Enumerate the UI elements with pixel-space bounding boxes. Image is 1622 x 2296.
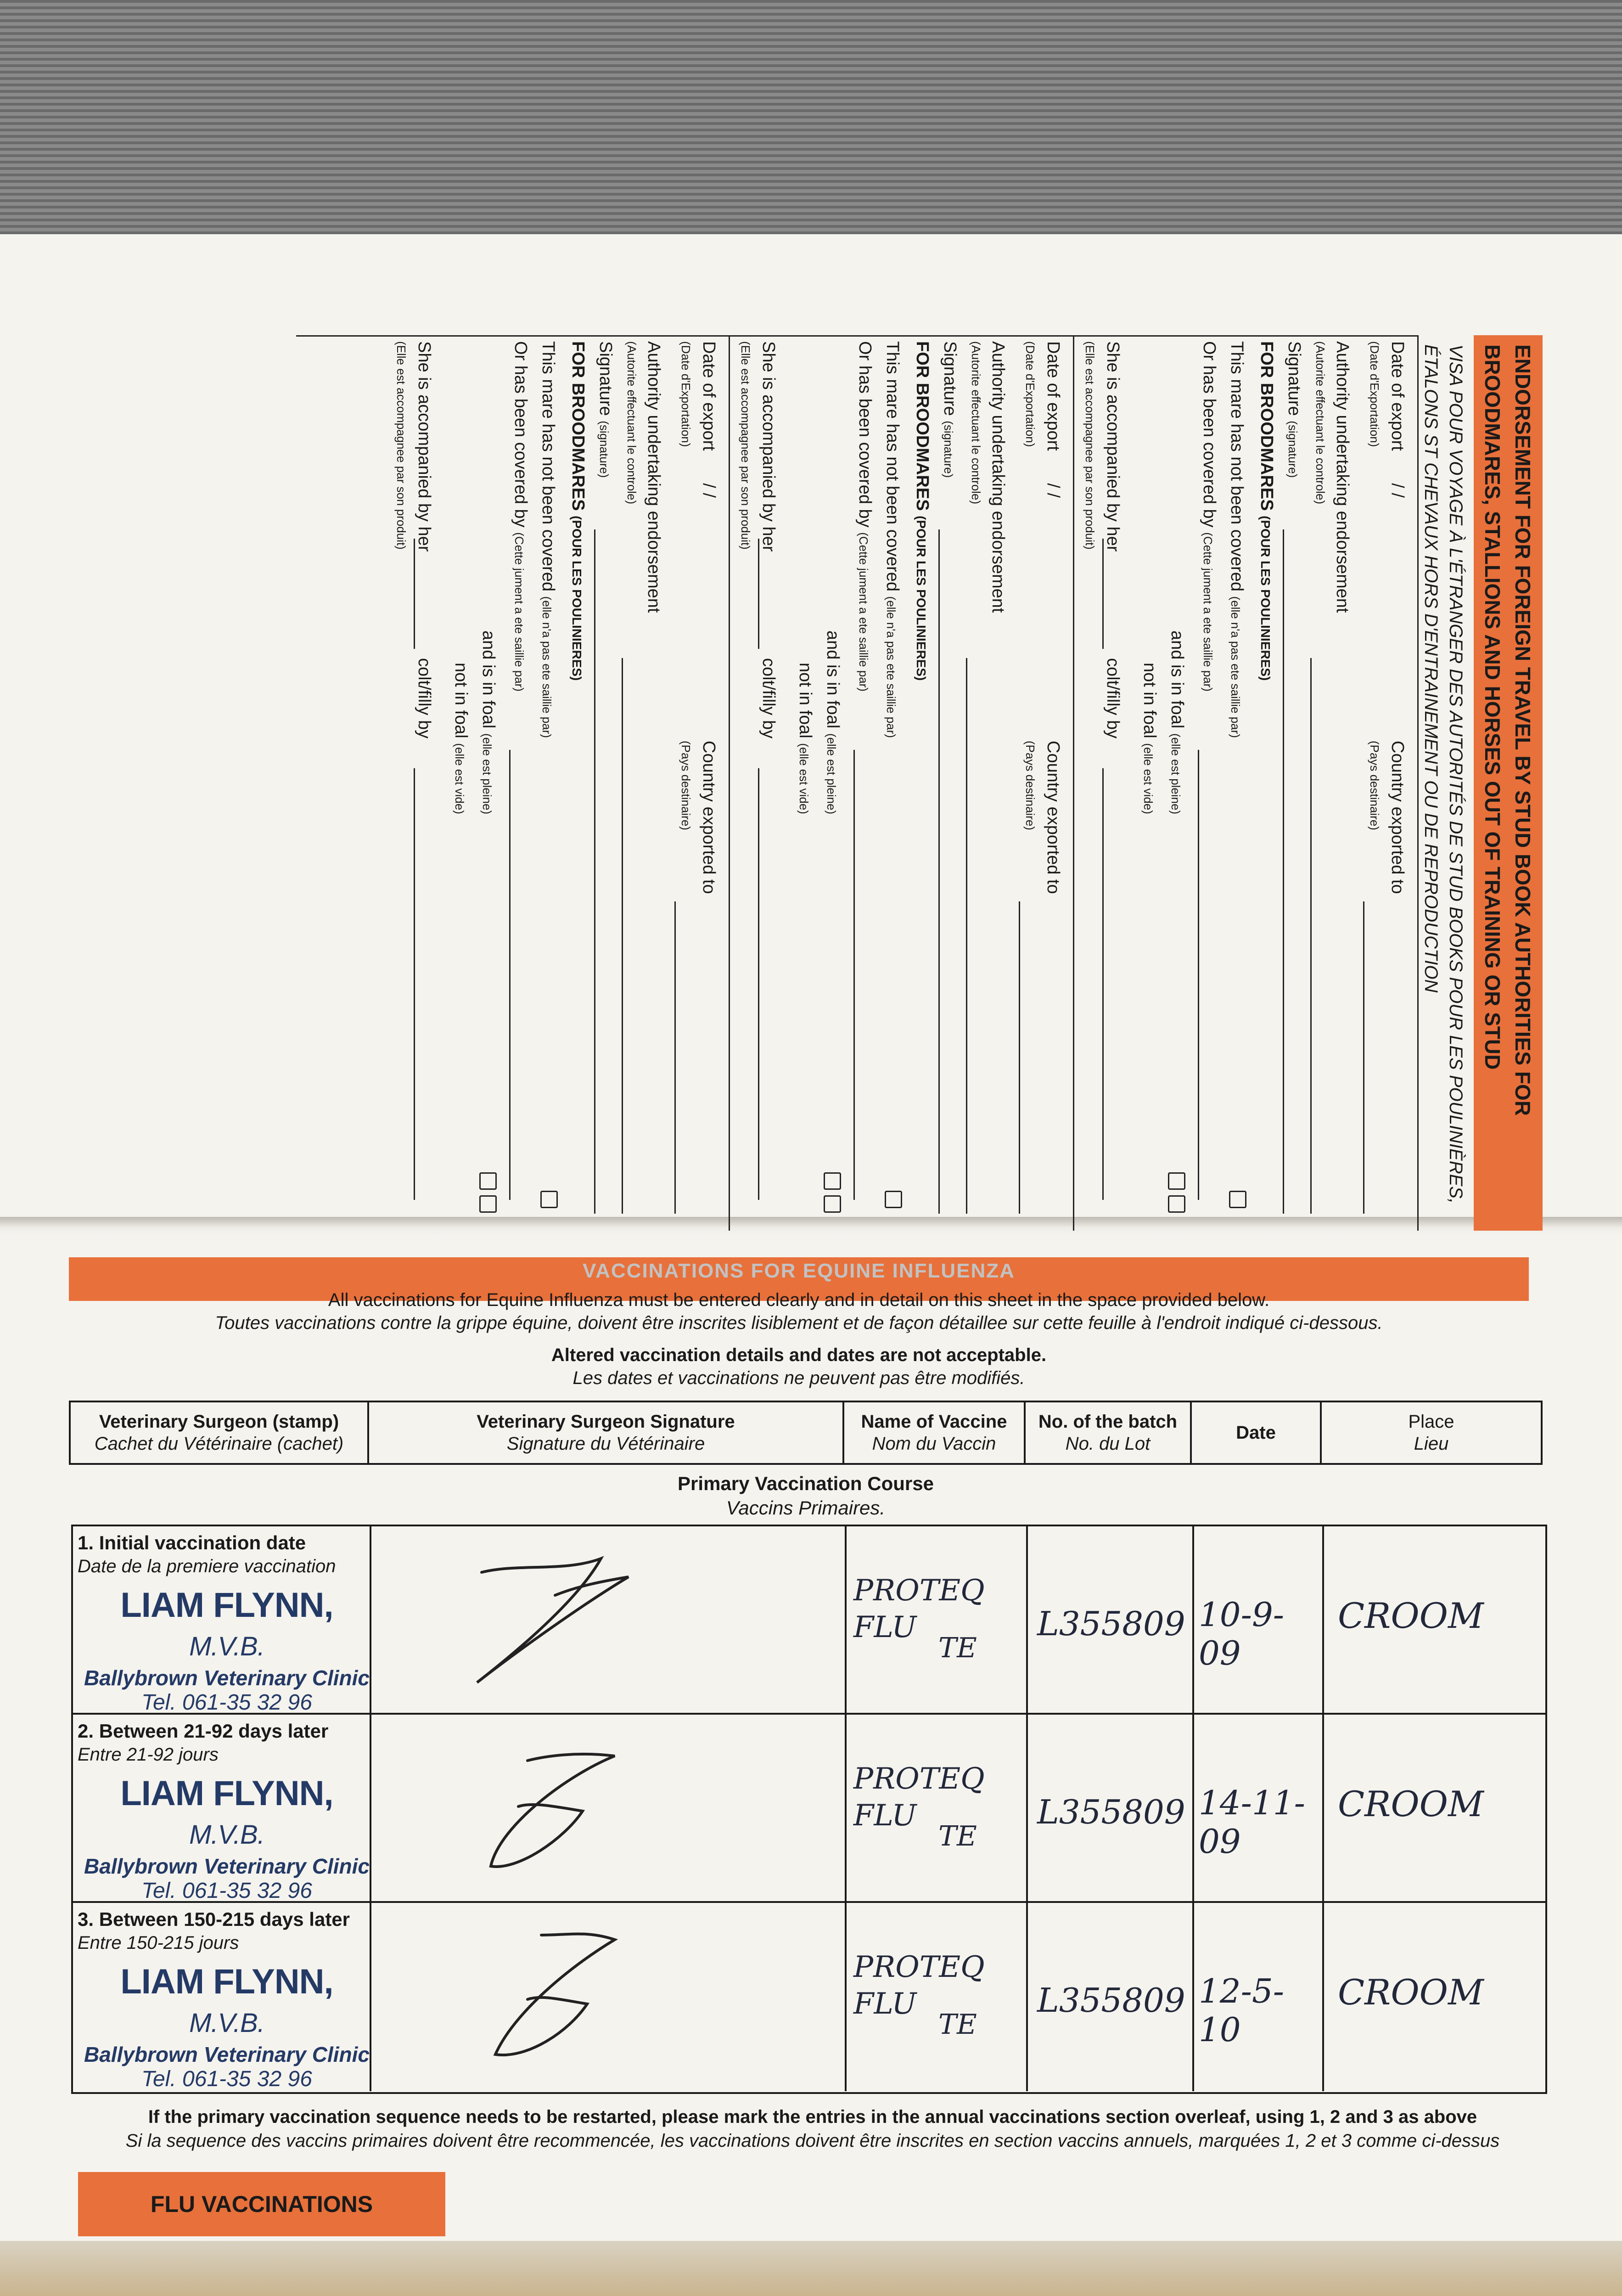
for-broodmares-label: FOR BROODMARES (POUR LES POULINIERES): [568, 341, 588, 681]
not-in-foal-label: not in foal (elle est vide): [796, 663, 815, 814]
signature-line: [594, 529, 595, 1214]
accompanied-label: She is accompanied by her: [415, 341, 434, 552]
country-exported-label: Country exported to: [699, 741, 718, 894]
flu-vaccinations-tab: FLU VACCINATIONS: [78, 2172, 445, 2236]
header-stamp: Veterinary Surgeon (stamp) Cachet du Vétérinaire (cachet): [71, 1402, 369, 1463]
place-cell: [1324, 1526, 1545, 1713]
covered-by-line: [509, 750, 511, 1200]
for-broodmares-label: FOR BROODMARES (POUR LES POULINIERES): [913, 341, 932, 681]
covered-by-line: [853, 750, 855, 1200]
country-exported-fr: (Pays destinaire): [1368, 741, 1381, 831]
vaccination-place: CROOM: [1338, 1784, 1484, 1824]
vet-signature-mark: [463, 1921, 656, 2073]
stamp-cell: [73, 1715, 371, 1901]
not-in-foal-checkbox[interactable]: [479, 1172, 497, 1190]
in-foal-label: and is in foal (elle est pleine): [479, 630, 498, 815]
step-label-fr: Date de la premiere vaccination: [78, 1556, 336, 1576]
intro-en: All vaccinations for Equine Influenza must be entered clearly and in detail on this sheet in the space provided below.: [328, 1290, 1270, 1310]
country-line: [1363, 901, 1364, 1214]
not-covered-checkbox[interactable]: [540, 1191, 558, 1208]
vaccine-name: PROTEQ FLU: [853, 1574, 985, 1644]
altered-en: Altered vaccination details and dates are not acceptable.: [551, 1345, 1047, 1365]
vaccine-cell: [847, 1903, 1028, 2091]
vaccine-name: PROTEQ FLU: [853, 1950, 985, 2021]
step-label: 3. Between 150-215 days later: [78, 1908, 350, 1930]
header-batch: No. of the batch No. du Lot: [1026, 1402, 1192, 1463]
vaccination-date: 12-5-10: [1199, 1972, 1285, 2049]
batch-number: L355809: [1037, 1981, 1185, 2020]
authority-line: [622, 658, 623, 1214]
header-vaccine: Name of Vaccine Nom du Vaccin: [844, 1402, 1026, 1463]
primary-course-title: Primary Vaccination Course: [678, 1473, 934, 1494]
vaccination-date: 10-9-09: [1199, 1595, 1285, 1672]
stamp-cell: [73, 1526, 371, 1713]
country-line: [1019, 901, 1020, 1214]
country-line: [674, 901, 676, 1214]
date-of-export-label: Date of export / /: [1044, 341, 1063, 498]
in-foal-label: and is in foal (elle est pleine): [823, 630, 842, 815]
step-label: 1. Initial vaccination date: [78, 1532, 306, 1553]
in-foal-checkbox[interactable]: [824, 1195, 841, 1213]
country-exported-label: Country exported to: [1044, 741, 1063, 894]
vet-stamp: LIAM FLYNN, M.V.B. Ballybrown Veterinary Clinic Tel. 061-35 32 96: [84, 1586, 370, 1715]
restart-note-en: If the primary vaccination sequence needs to be restarted, please mark the entries in the annual vaccinations section overleaf, using 1, 2 and 3 as above: [148, 2107, 1477, 2127]
place-cell: [1324, 1903, 1545, 2091]
not-in-foal-label: not in foal (elle est vide): [1140, 663, 1159, 814]
vaccination-header-table: [69, 1401, 1543, 1465]
batch-number: L355809: [1037, 1604, 1185, 1643]
signature-label: Signature (signature): [940, 341, 960, 478]
restart-note-fr: Si la sequence des vaccins primaires doivent être recommencée, les vaccinations doivent être inscrites en section vaccins annuels, marquées 1, 2 et 3 comme ci-dessus: [125, 2131, 1500, 2151]
not-covered-checkbox[interactable]: [1229, 1191, 1246, 1208]
batch-number: L355809: [1037, 1793, 1185, 1831]
signature-cell: [371, 1715, 847, 1901]
in-foal-checkbox[interactable]: [479, 1195, 497, 1213]
stamp-cell: [73, 1903, 371, 2091]
not-in-foal-checkbox[interactable]: [824, 1172, 841, 1190]
colt-filly-line: [414, 768, 415, 1200]
page-bottom-edge: [0, 2241, 1622, 2296]
vaccination-place: CROOM: [1338, 1595, 1484, 1636]
vaccination-place: CROOM: [1338, 1972, 1484, 2013]
covered-by-label: Or has been covered by (Cette jument a ete saillie par): [511, 341, 530, 692]
intro-fr: Toutes vaccinations contre la grippe équine, doivent être inscrites lisiblement et de façon détaillee sur cette feuille à l'endroit indiqué ci-dessous.: [215, 1313, 1383, 1333]
country-exported-label: Country exported to: [1388, 741, 1407, 894]
vaccine-cell: [847, 1526, 1028, 1713]
date-of-export-fr: (Date d'Exportation): [679, 341, 693, 447]
accompanied-fr: (Elle est accompagnee par son produit): [1083, 341, 1097, 550]
signature-line: [1283, 529, 1284, 1214]
vaccinations-band-title: VACCINATIONS FOR EQUINE INFLUENZA: [69, 1257, 1529, 1301]
date-cell: [1194, 1526, 1324, 1713]
authority-fr: (Autorite effectuant le controle): [1313, 341, 1327, 505]
vaccine-name-line2: TE: [938, 1820, 977, 1852]
altered-fr: Les dates et vaccinations ne peuvent pas être modifiés.: [572, 1368, 1025, 1388]
batch-cell: [1028, 1526, 1194, 1713]
covered-by-label: Or has been covered by (Cette jument a ete saillie par): [1200, 341, 1219, 692]
vet-stamp: LIAM FLYNN, M.V.B. Ballybrown Veterinary Clinic Tel. 061-35 32 96: [84, 1774, 370, 1903]
header-date: Date: [1192, 1402, 1322, 1463]
not-in-foal-label: not in foal (elle est vide): [451, 663, 471, 814]
authority-line: [966, 658, 967, 1214]
authority-label: Authority undertaking endorsement: [988, 341, 1008, 613]
authority-fr: (Autorite effectuant le controle): [625, 341, 639, 505]
endorsement-subtitle: VISA POUR VOYAGE À L'ÉTRANGER DES AUTORITÉS DE STUD BOOKS POUR LES POULINIÈRES, ÉTALONS ST CHEVAUX HORS D'ENTRAINEMENT OU DE REPRODUCTION: [1421, 344, 1466, 1204]
vaccine-cell: [847, 1715, 1028, 1901]
endorsement-block-3: [296, 335, 730, 1231]
covered-by-label: Or has been covered by (Cette jument a ete saillie par): [855, 341, 875, 692]
accompanied-line: [758, 539, 759, 649]
date-cell: [1194, 1903, 1324, 2091]
vaccine-name-line2: TE: [938, 1632, 977, 1664]
not-covered-label: This mare has not been covered (elle n'a pas ete saillie par): [883, 341, 902, 738]
not-covered-label: This mare has not been covered (elle n'a pas ete saillie par): [1227, 341, 1246, 738]
place-cell: [1324, 1715, 1545, 1901]
vaccine-name: PROTEQ FLU: [853, 1762, 985, 1833]
accompanied-fr: (Elle est accompagnee par son produit): [739, 341, 752, 550]
accompanied-line: [414, 539, 415, 649]
vaccination-row-1: [73, 1526, 1545, 1715]
date-of-export-label: Date of export / /: [699, 341, 718, 498]
not-covered-checkbox[interactable]: [885, 1191, 902, 1208]
not-covered-label: This mare has not been covered (elle n'a pas ete saillie par): [539, 341, 558, 738]
primary-vaccination-table: [71, 1525, 1547, 2094]
date-of-export-fr: (Date d'Exportation): [1023, 341, 1037, 447]
primary-course-title-fr: Vaccins Primaires.: [726, 1497, 886, 1519]
authority-label: Authority undertaking endorsement: [644, 341, 663, 613]
colt-filly-label: colt/filly by: [1103, 658, 1122, 739]
vet-stamp: LIAM FLYNN, M.V.B. Ballybrown Veterinary Clinic Tel. 061-35 32 96: [84, 1962, 370, 2091]
accompanied-label: She is accompanied by her: [1103, 341, 1122, 552]
country-exported-fr: (Pays destinaire): [679, 741, 693, 831]
colt-filly-label: colt/filly by: [415, 658, 434, 739]
colt-filly-line: [758, 768, 759, 1200]
in-foal-label: and is in foal (elle est pleine): [1167, 630, 1187, 815]
vet-signature-mark: [463, 1545, 656, 1696]
signature-label: Signature (signature): [1285, 341, 1304, 478]
batch-cell: [1028, 1903, 1194, 2091]
authority-line: [1310, 658, 1312, 1214]
accompanied-line: [1102, 539, 1104, 649]
vaccination-date: 14-11-09: [1199, 1784, 1305, 1861]
signature-label: Signature (signature): [596, 341, 615, 478]
colt-filly-line: [1102, 768, 1104, 1200]
signature-line: [938, 529, 940, 1214]
accompanied-label: She is accompanied by her: [759, 341, 778, 552]
for-broodmares-label: FOR BROODMARES (POUR LES POULINIERES): [1257, 341, 1276, 681]
endorsement-title: ENDORSEMENT FOR FOREIGN TRAVEL BY STUD BOOK AUTHORITIES FOR BROODMARES, STALLIONS AND HORSES OUT OF TRAINING OR STUD: [1474, 335, 1543, 1231]
header-place: Place Lieu: [1408, 1412, 1454, 1454]
vaccine-name-line2: TE: [938, 2009, 977, 2041]
step-label-fr: Entre 21-92 jours: [78, 1745, 219, 1765]
covered-by-line: [1198, 750, 1199, 1200]
date-of-export-label: Date of export / /: [1388, 341, 1407, 498]
vaccination-row-3: [73, 1903, 1545, 2091]
header-signature: Veterinary Surgeon Signature Signature du Vétérinaire: [369, 1402, 844, 1463]
in-foal-checkbox[interactable]: [1168, 1195, 1185, 1213]
authority-fr: (Autorite effectuant le controle): [969, 341, 983, 505]
endorsement-section: [69, 335, 1543, 1231]
step-label-fr: Entre 150-215 jours: [78, 1933, 239, 1953]
not-in-foal-checkbox[interactable]: [1168, 1172, 1185, 1190]
date-cell: [1194, 1715, 1324, 1901]
batch-cell: [1028, 1715, 1194, 1901]
date-of-export-fr: (Date d'Exportation): [1368, 341, 1381, 447]
step-label: 2. Between 21-92 days later: [78, 1720, 329, 1742]
colt-filly-label: colt/filly by: [759, 658, 778, 739]
signature-cell: [371, 1903, 847, 2091]
authority-label: Authority undertaking endorsement: [1333, 341, 1352, 613]
vet-signature-mark: [463, 1733, 656, 1885]
country-exported-fr: (Pays destinaire): [1023, 741, 1037, 831]
vaccination-row-2: [73, 1715, 1545, 1903]
accompanied-fr: (Elle est accompagnee par son produit): [394, 341, 408, 550]
signature-cell: [371, 1526, 847, 1713]
